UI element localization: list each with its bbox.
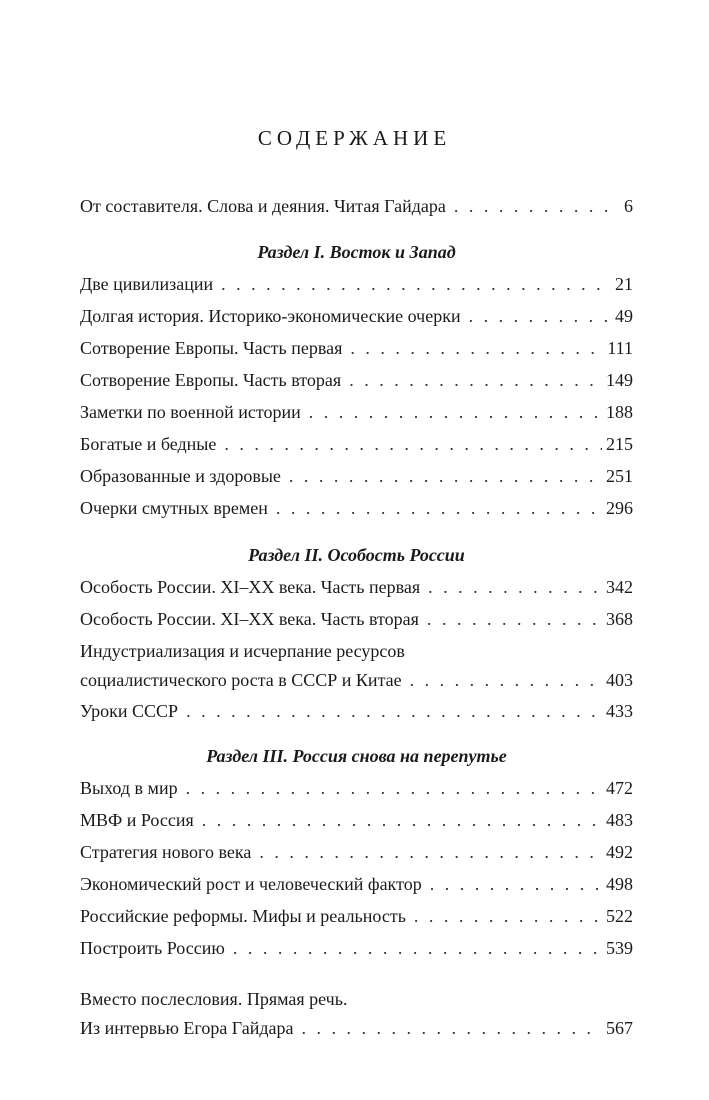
dot-leader: [454, 190, 620, 222]
entry-page: 149: [606, 370, 633, 390]
toc-section-2: [80, 539, 633, 727]
entry-page: 251: [606, 466, 633, 486]
toc-section-3: [80, 740, 633, 964]
dot-leader: [233, 932, 602, 964]
dot-leader: [410, 666, 602, 695]
toc-entry[interactable]: [80, 900, 633, 932]
entry-title-line1: Индустриализация и исчерпание ресурсов: [80, 641, 405, 661]
toc-afterword[interactable]: [80, 985, 633, 1043]
dot-leader: [221, 268, 611, 300]
entry-page: 498: [606, 874, 633, 894]
dot-leader: [430, 868, 602, 900]
dot-leader: [427, 603, 602, 635]
dot-leader: [414, 900, 602, 932]
entry-page: 368: [606, 609, 633, 629]
toc-entry[interactable]: [80, 932, 633, 964]
entry-title: социалистического роста в СССР и Китае: [80, 670, 402, 690]
dot-leader: [289, 460, 602, 492]
page-title: СОДЕРЖАНИЕ: [257, 126, 452, 150]
entry-title: Российские реформы. Мифы и реальность: [80, 906, 406, 926]
dot-leader: [202, 804, 602, 836]
toc-intro: [80, 190, 633, 222]
entry-page: 567: [606, 1018, 633, 1038]
toc-entry[interactable]: [80, 804, 633, 836]
dot-leader: [469, 300, 611, 332]
toc-entry[interactable]: [80, 836, 633, 868]
toc-entry[interactable]: [80, 428, 633, 460]
toc-entry[interactable]: [80, 332, 633, 364]
entry-page: 483: [606, 810, 633, 830]
entry-title: Уроки СССР: [80, 701, 179, 721]
entry-title: Долгая история. Историко-экономические очерки: [80, 306, 461, 326]
toc-entry[interactable]: [80, 396, 633, 428]
entry-page: 522: [606, 906, 633, 926]
entry-page: 403: [606, 670, 633, 690]
section-heading: Раздел II. Особость России: [248, 545, 465, 565]
dot-leader: [309, 396, 602, 428]
entry-title: МВФ и Россия: [80, 810, 194, 830]
section-heading: Раздел III. Россия снова на перепутье: [206, 746, 507, 766]
toc-entry[interactable]: [80, 300, 633, 332]
entry-title: Две цивилизации: [80, 274, 214, 294]
entry-page: 342: [606, 577, 633, 597]
entry-page: 433: [606, 701, 633, 721]
dot-leader: [302, 1014, 602, 1043]
entry-page: 6: [624, 196, 633, 216]
dot-leader: [349, 364, 602, 396]
toc-entry[interactable]: [80, 190, 633, 222]
entry-title: Богатые и бедные: [80, 434, 217, 454]
dot-leader: [259, 836, 602, 868]
toc-entry[interactable]: [80, 868, 633, 900]
toc-entry[interactable]: [80, 492, 633, 524]
dot-leader: [276, 492, 602, 524]
entry-title: Образованные и здоровые: [80, 466, 281, 486]
entry-title: Экономический рост и человеческий фактор: [80, 874, 422, 894]
dot-leader: [186, 695, 602, 727]
toc-entry[interactable]: [80, 571, 633, 603]
entry-last-line: [80, 666, 633, 695]
entry-title: От составителя. Слова и деяния. Читая Гайдара: [80, 196, 446, 216]
entry-page: 111: [607, 338, 633, 358]
entry-page: 49: [615, 306, 633, 326]
section-heading: Раздел I. Восток и Запад: [257, 242, 456, 262]
entry-page: 21: [615, 274, 633, 294]
entry-page: 188: [606, 402, 633, 422]
entry-page: 215: [606, 434, 633, 454]
entry-title: Из интервью Егора Гайдара: [80, 1018, 294, 1038]
entry-page: 492: [606, 842, 633, 862]
dot-leader: [428, 571, 602, 603]
entry-page: 472: [606, 778, 633, 798]
entry-title: Заметки по военной истории: [80, 402, 301, 422]
entry-title: Сотворение Европы. Часть вторая: [80, 370, 342, 390]
toc-entry[interactable]: [80, 695, 633, 727]
entry-title: Особость России. XI–XX века. Часть первая: [80, 577, 421, 597]
toc-entry[interactable]: [80, 268, 633, 300]
toc-entry[interactable]: [80, 772, 633, 804]
toc-entry[interactable]: [80, 460, 633, 492]
dot-leader: [224, 428, 602, 460]
entry-last-line: [80, 1014, 633, 1043]
entry-page: 539: [606, 938, 633, 958]
entry-title: Сотворение Европы. Часть первая: [80, 338, 343, 358]
entry-page: 296: [606, 498, 633, 518]
entry-title: Очерки смутных времен: [80, 498, 268, 518]
dot-leader: [350, 332, 603, 364]
toc-entry-multiline[interactable]: [80, 637, 633, 695]
toc-section-1: [80, 236, 633, 524]
entry-title: Выход в мир: [80, 778, 178, 798]
toc-entry[interactable]: [80, 364, 633, 396]
toc-entry[interactable]: [80, 603, 633, 635]
entry-title-line1: Вместо послесловия. Прямая речь.: [80, 989, 348, 1009]
dot-leader: [186, 772, 602, 804]
entry-title: Построить Россию: [80, 938, 225, 958]
entry-title: Стратегия нового века: [80, 842, 252, 862]
entry-title: Особость России. XI–XX века. Часть вторая: [80, 609, 419, 629]
